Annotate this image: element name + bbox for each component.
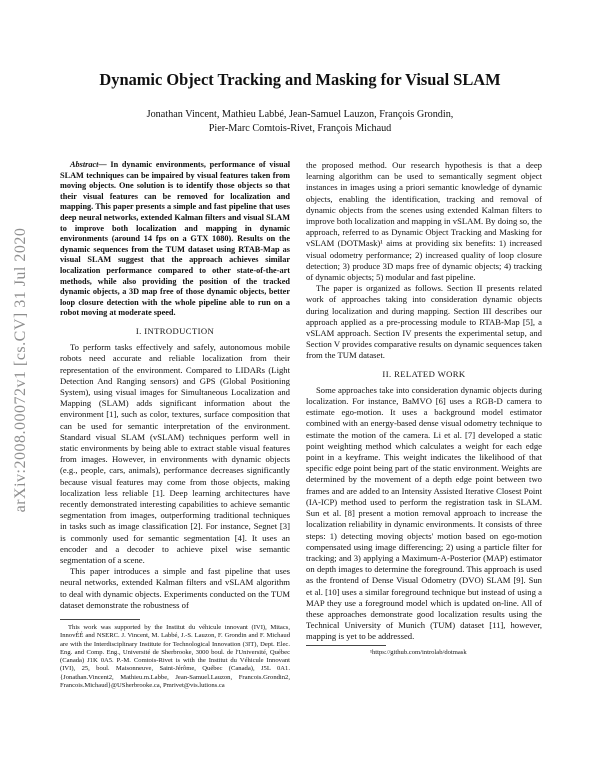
left-column [60, 160, 290, 690]
right-paragraph-2: The paper is organized as follows. Section II presents related work of approaches taking into consideration dynamic objects during localization and during mapping. Section III describes our approach applied as a pre-processing module to RTAB-Map [5], a vSLAM approach. Section IV presents the experimental setup, and Section V provides comparative results on dynamic sequences taken from the TUM dataset. [306, 283, 542, 361]
related-work-paragraph: Some approaches take into consideration dynamic objects during localization. For instance, BaMVO [6] uses a RGB-D camera to estimate ego-motion. It uses a background model estimator combined with an energy-based dense visual odometry technique to estimate the motion of the camera. Li et al. [7] developed a static point weighting method which calculates a weight for each edge point in a keyframe. This weight indicates the likelihood of that specific edge point being part of the static environment. Weights are determined by the movement of a depth edge point between two frames and are added to an Intensity Assisted Iterative Closest Point (IA-ICP) method used to perform the registration task in SLAM. Sun et al. [8] present a motion removal approach to increase the localization reliability in dynamic environments. It consists of three steps: 1) detecting moving objects' motion based on ego-motion compensated using image differencing; 2) using a particle filter for tracking; and 3) applying a Maximum-A-Posterior (MAP) estimator on depth images to determine the foreground. This approach is used as the frontend of Dense Visual Odometry (DVO) SLAM [9]. Sun et al. [10] uses a similar foreground technique but instead of using a MAP they use a foreground model which is updated on-line. All of these approaches demonstrate good localization results using the Technical University of Munich (TUM) dataset [11], however, mapping is yet to be addressed. [306, 384, 542, 642]
affiliation-footnote: This work was supported by the Institut du véhicule innovant (IVI), Mitacs, InnovÉÉ and NSERC. J. Vincent, M. Labbé, J.-S. Lauzon, F. Grondin and F. Michaud are with the Interdisciplinary Institute for Technological Innovation (3IT), Dept. Elec. Eng. and Comp. Eng., Université de Sherbrooke, 3000 boul. de l'Université, Québec (Canada) J1K 0A5. P.-M. Comtois-Rivet is with the Institut du Véhicule Innovant (IVI), 25, boul. Maisonneuve, Saint-Jérôme, Québec (Canada), J5L 0A1. {Jonathan.Vincent2, Mathieu.m.Labbe, Jean-Samuel.Lauzon, Francois.Grondin2, Francois.Michaud}@USherbrooke.ca, Pmrivet@vis.lutions.ca [60, 623, 290, 690]
section-heading-introduction: I. INTRODUCTION [135, 325, 215, 336]
abstract-label: Abstract [70, 160, 99, 169]
arxiv-identifier: arXiv:2008.00072v1 [cs.CV] 31 Jul 2020 [12, 227, 29, 513]
right-footnote-divider [306, 645, 386, 646]
authors-line-1: Jonathan Vincent, Mathieu Labbé, Jean-Samuel Lauzon, François Grondin, [146, 109, 454, 120]
arxiv-sidebar [6, 160, 36, 580]
abstract-text: — In dynamic environments, performance of visual SLAM techniques can be impaired by visual features taken from moving objects. One solution is to identify those objects so that their visual features can be removed for localization and mapping. This paper presents a simple and fast pipeline that uses deep neural networks, extended Kalman filters and visual SLAM to improve both localization and mapping in dynamic environments (around 14 fps on a GTX 1080). Results on the dynamic sequences from the TUM dataset using RTAB-Map as visual SLAM suggest that the approach achieves similar localization performance compared to other state-of-the-art methods, while also providing the position of the tracked dynamic objects, a 3D map free of those dynamic objects, better loop closure detection with the whole pipeline able to run on a robot moving at moderate speed. [60, 160, 290, 318]
paper-title: Dynamic Object Tracking and Masking for Visual SLAM [99, 70, 501, 89]
authors-line-2: Pier-Marc Comtois-Rivet, François Michaud [208, 123, 392, 134]
abstract [60, 160, 290, 319]
intro-paragraph-1: To perform tasks effectively and safely, autonomous mobile robots need accurate and reliable localization from their representation of the environment. Compared to LIDARs (Light Detection And Ranging sensors) and GPS (Global Positioning System), using visual images for Simultaneous Localization and Mapping (SLAM) adds significant information about the environment [1], such as color, textures, surface composition that can be used for semantic interpretation of the environment. Standard visual SLAM (vSLAM) techniques perform well in static environments by being able to extract stable visual features from images. However, in environments with dynamic objects (e.g., people, cars, animals), performance decreases significantly because visual features may come from those objects, making localization less reliable [1]. Deep learning architectures have recently demonstrated interesting capabilities to achieve semantic segmentation from images, outperforming traditional techniques in tasks such as image classification [2]. For instance, Segnet [3] is commonly used for semantic segmentation [4]. It uses an encoder and a decoder to achieve pixel wise semantic segmentation of a scene. [60, 342, 290, 565]
right-column [306, 160, 542, 657]
right-paragraph-1: the proposed method. Our research hypothesis is that a deep learning algorithm can be used to semantically segment object instances in images using a priori semantic knowledge of dynamic objects, enabling the identification, tracking and removal of dynamic objects from the scenes using extended Kalman filters to improve both localization and mapping in vSLAM. By doing so, the approach, referred to as Dynamic Object Tracking and Masking for vSLAM (DOTMask)¹ aims at providing six benefits: 1) increased visual odometry performance; 2) increased quality of loop closure detection; 3) produce 3D maps free of dynamic objects; 4) tracking of dynamic objects; 5) modular and fast pipeline. [306, 160, 542, 283]
footnote-divider [60, 619, 140, 620]
url-footnote: ¹https://github.com/introlab/dotmask [370, 648, 467, 656]
section-heading-related-work: II. RELATED WORK [382, 368, 466, 379]
author-list [60, 108, 540, 136]
intro-paragraph-2: This paper introduces a simple and fast pipeline that uses neural networks, extended Kalman filters and vSLAM algorithm to deal with dynamic objects. Experiments conducted on the TUM dataset demonstrate the robustness of [60, 566, 290, 610]
